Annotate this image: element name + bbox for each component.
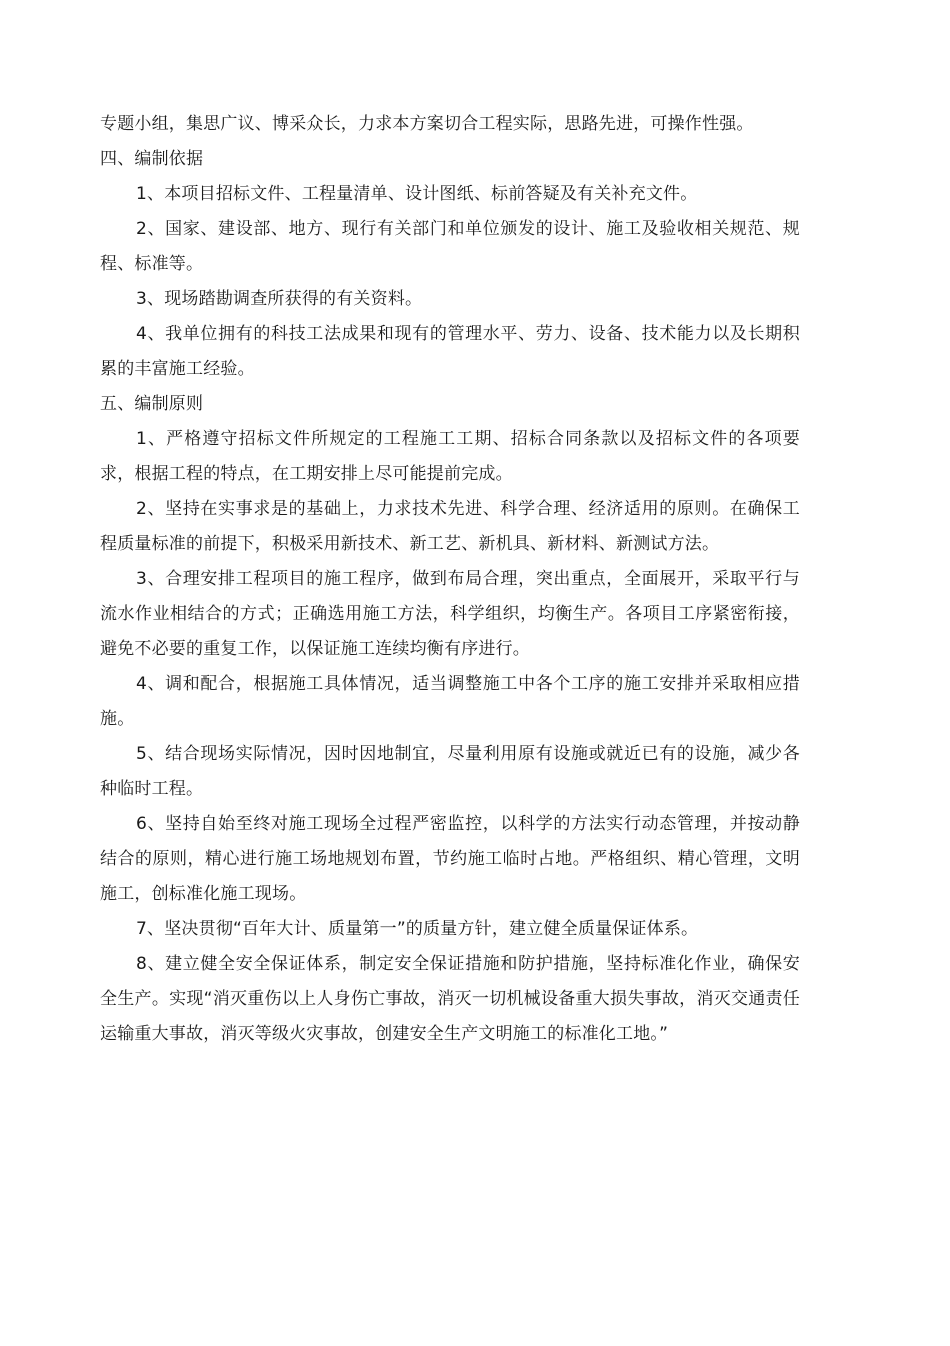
paragraph-continuation: 专题小组，集思广议、博采众长，力求本方案切合工程实际，思路先进，可操作性强。 [100, 114, 754, 134]
principle-item-5: 5、结合现场实际情况，因时因地制宜，尽量利用原有设施或就近已有的设施，减少各种临时工程。 [100, 744, 800, 799]
principle-item-6: 6、坚持自始至终对施工现场全过程严密监控，以科学的方法实行动态管理，并按动静结合的原则，精心进行施工场地规划布置，节约施工临时占地。严格组织、精心管理，文明施工，创标准化施工现场。 [100, 814, 800, 904]
basis-item-1: 1、本项目招标文件、工程量清单、设计图纸、标前答疑及有关补充文件。 [136, 184, 698, 204]
principle-item-3: 3、合理安排工程项目的施工程序，做到布局合理，突出重点，全面展开，采取平行与流水作业相结合的方式；正确选用施工方法，科学组织，均衡生产。各项目工序紧密衔接，避免不必要的重复工作，以保证施工连续均衡有序进行。 [100, 569, 800, 659]
section-heading-principles: 五、编制原则 [100, 394, 204, 414]
basis-item-2: 2、国家、建设部、地方、现行有关部门和单位颁发的设计、施工及验收相关规范、规程、标准等。 [100, 219, 800, 274]
basis-item-4: 4、我单位拥有的科技工法成果和现有的管理水平、劳力、设备、技术能力以及长期积累的丰富施工经验。 [100, 324, 800, 379]
basis-item-3: 3、现场踏勘调查所获得的有关资料。 [136, 289, 423, 309]
section-heading-basis: 四、编制依据 [100, 149, 204, 169]
principle-item-8: 8、建立健全安全保证体系，制定安全保证措施和防护措施，坚持标准化作业，确保安全生产。实现“消灭重伤以上人身伤亡事故，消灭一切机械设备重大损失事故，消灭交通责任运输重大事故，消灭等级火灾事故，创建安全生产文明施工的标准化工地。” [100, 954, 800, 1044]
document-body [100, 107, 800, 1052]
principle-item-7: 7、坚决贯彻“百年大计、质量第一”的质量方针，建立健全质量保证体系。 [136, 919, 699, 939]
principle-item-1: 1、严格遵守招标文件所规定的工程施工工期、招标合同条款以及招标文件的各项要求，根据工程的特点，在工期安排上尽可能提前完成。 [100, 429, 800, 484]
principle-item-4: 4、调和配合，根据施工具体情况，适当调整施工中各个工序的施工安排并采取相应措施。 [100, 674, 800, 729]
principle-item-2: 2、坚持在实事求是的基础上，力求技术先进、科学合理、经济适用的原则。在确保工程质量标准的前提下，积极采用新技术、新工艺、新机具、新材料、新测试方法。 [100, 499, 800, 554]
